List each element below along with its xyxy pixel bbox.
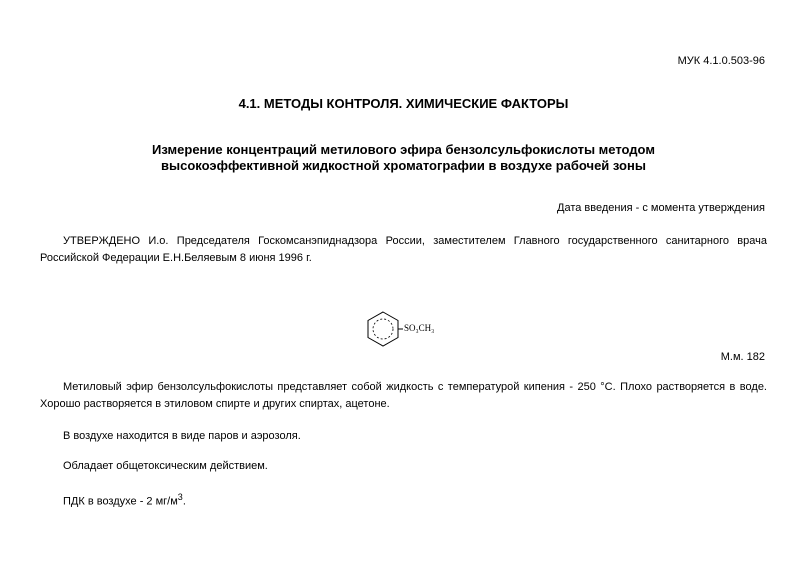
formula-label: SO₃CH₃ <box>404 323 435 333</box>
molar-mass: М.м. 182 <box>720 351 765 363</box>
state-paragraph: В воздухе находится в виде паров и аэрозоля. <box>63 430 301 442</box>
properties-paragraph: Метиловый эфир бензолсульфокислоты представляет собой жидкость с температурой кипения - 250 °С. Плохо растворяется в воде. Хорошо растворяется в этиловом спирте и других спиртах, ацетоне. <box>40 381 767 410</box>
document-title-line-2: высокоэффективной жидкостной хроматографии в воздухе рабочей зоны <box>161 158 646 173</box>
pdk-unit-superscript: 3 <box>177 492 183 502</box>
effect-paragraph: Обладает общетоксическим действием. <box>63 460 268 472</box>
document-code: МУК 4.1.0.503-96 <box>677 55 765 67</box>
pdk-suffix: . <box>182 495 186 508</box>
section-title: 4.1. МЕТОДЫ КОНТРОЛЯ. ХИМИЧЕСКИЕ ФАКТОРЫ <box>238 96 569 111</box>
pdk-text: ПДК в воздухе - 2 мг/м <box>63 495 178 508</box>
approval-paragraph: УТВЕРЖДЕНО И.о. Председателя Госкомсанэпиднадзора России, заместителем Главного государственного санитарного врача Российской Федерации Е.Н.Беляевым 8 июня 1996 г. <box>40 235 767 264</box>
document-title-line-1: Измерение концентраций метилового эфира бензолсульфокислоты методом <box>152 142 655 157</box>
introduction-date: Дата введения - с момента утверждения <box>557 202 765 214</box>
pdk-paragraph <box>40 489 767 511</box>
document-title <box>0 142 807 174</box>
